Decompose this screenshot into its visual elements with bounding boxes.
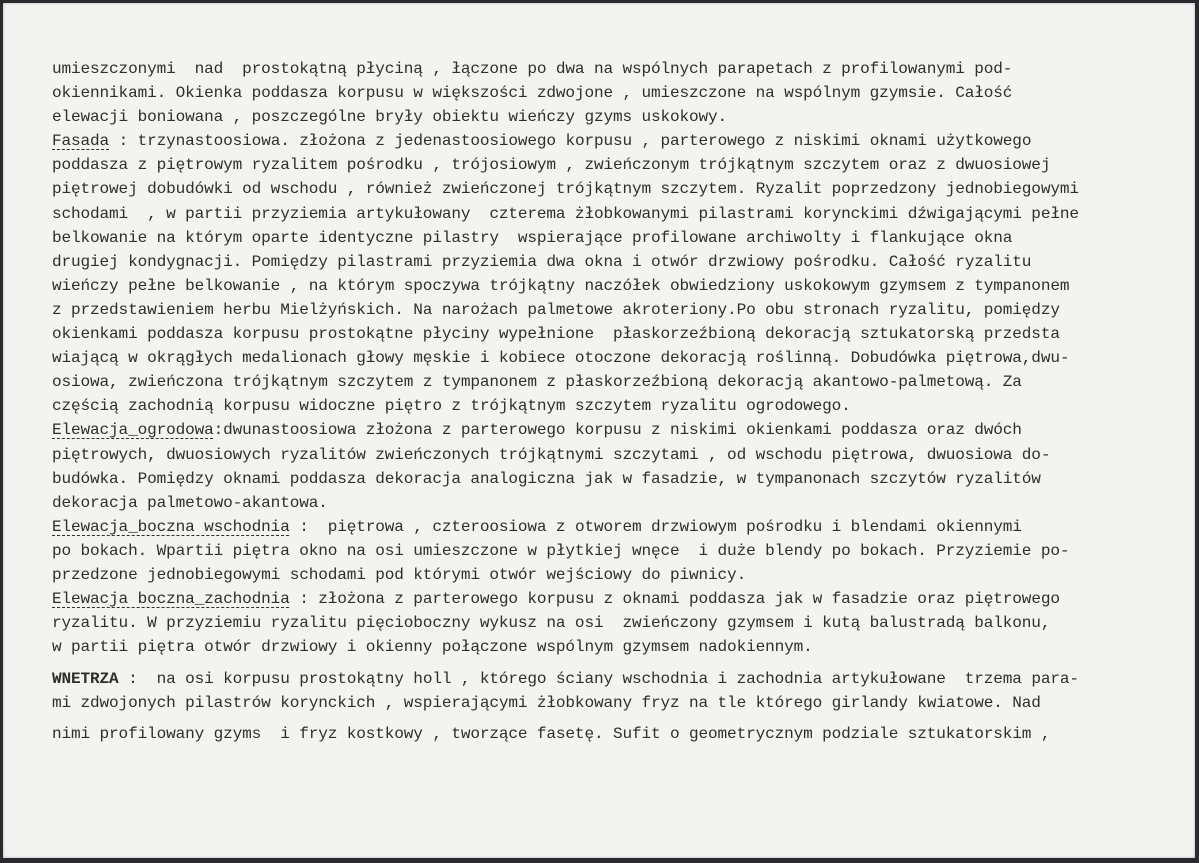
text-line: piętrowej dobudówki od wschodu , również zwieńczonej trójkątnym szczytem. Ryzalit poprzedzony jednobiegowymi (52, 180, 1079, 199)
text-line: elewacji boniowana , poszczególne bryły obiektu wieńczy gzyms uskokowy. (52, 108, 728, 127)
text-run: :dwunastoosiowa złożona z parterowego korpusu z niskimi okienkami poddasza oraz dwóch (213, 421, 1022, 440)
text-line: piętrowych, dwuosiowych ryzalitów zwieńczonych trójkątnymi szczytami , od wschodu piętrowa, dwuosiowa do- (52, 445, 1051, 464)
section-wnetrza-first-line (52, 667, 1182, 691)
text-line: poddasza z piętrowym ryzalitem pośrodku , trójosiowym , zwieńczonym trójkątnym szczytem oraz z dwuosiowej (52, 156, 1051, 175)
text-line: z przedstawieniem herbu Mielżyńskich. Na narożach palmetowe akroteriony.Po obu stronach ryzalitu, pomiędzy (52, 300, 1060, 319)
paragraph-gap (52, 659, 1182, 667)
text-line: przedzone jednobiegowymi schodami pod którymi otwór wejściowy do piwnicy. (52, 565, 747, 584)
text-line: budówka. Pomiędzy oknami poddasza dekoracja analogiczna jak w fasadzie, w tympanonach szczytów ryzalitów (52, 469, 1041, 488)
section-heading-fasada: Fasada (52, 132, 110, 151)
text-run: : na osi korpusu prostokątny holl , którego ściany wschodnia i zachodnia artykułowane trzema para- (118, 670, 1079, 689)
text-line: nimi profilowany gzyms i fryz kostkowy , tworzące fasetę. Sufit o geometrycznym podziale sztukatorskim , (52, 724, 1051, 743)
text-line: dekoracja palmetowo-akantowa. (52, 493, 328, 512)
text-line: częścią zachodnią korpusu widoczne piętro z trójkątnym szczytem ryzalitu ogrodowego. (52, 397, 851, 416)
text-line: wieńczy pełne belkowanie , na którym spoczywa trójkątny naczółek obwiedziony uskokowym gzymsem z tympanonem (52, 276, 1070, 295)
section-heading-wnetrza: WNETRZA (52, 670, 119, 689)
text-line: drugiej kondygnacji. Pomiędzy pilastrami przyziemia dwa okna i otwór drzwiowy pośrodku. Całość ryzalitu (52, 252, 1032, 271)
scanned-page (3, 3, 1195, 858)
text-line: po bokach. Wpartii piętra okno na osi umieszczone w płytkiej wnęce i duże blendy po bokach. Przyziemie po- (52, 541, 1070, 560)
text-run: : piętrowa , czteroosiowa z otworem drzwiowym pośrodku i blendami okiennymi (289, 517, 1022, 536)
section-heading-elewacja-boczna-zachodnia: Elewacja boczna_zachodnia (52, 590, 290, 609)
section-heading-elewacja-ogrodowa: Elewacja_ogrodowa (52, 421, 214, 440)
text-line: belkowanie na którym oparte identyczne pilastry wspierające profilowane archiwolty i flankujące okna (52, 228, 1013, 247)
text-line: schodami , w partii przyziemia artykułowany czterema żłobkowanymi pilastrami korynckimi dźwigającymi pełne (52, 204, 1079, 223)
text-line: mi zdwojonych pilastrów korynckich , wspierającymi żłobkowany fryz na tle którego girlandy kwiatowe. Nad (52, 694, 1041, 713)
text-run: : złożona z parterowego korpusu z oknami poddasza jak w fasadzie oraz piętrowego (289, 590, 1060, 609)
text-line: wiającą w okrągłych medalionach głowy męskie i kobiece otoczone dekoracją roślinną. Dobudówka piętrowa,dwu- (52, 349, 1070, 368)
section-fasada-first-line (52, 129, 1182, 153)
text-line: okiennikami. Okienka poddasza korpusu w większości zdwojone , umieszczone na wspólnym gzymsie. Całość (52, 84, 1013, 103)
text-line: umieszczonymi nad prostokątną płyciną , łączone po dwa na wspólnych parapetach z profilowanymi pod- (52, 60, 1013, 78)
text-line: osiowa, zwieńczona trójkątnym szczytem z tympanonem z płaskorzeźbioną dekoracją akantowo-palmetową. Za (52, 373, 1022, 392)
section-ogrodowa-first-line (52, 418, 1182, 442)
section-zachodnia-first-line (52, 587, 1182, 611)
text-line: w partii piętra otwór drzwiowy i okienny połączone wspólnym gzymsem nadokiennym. (52, 638, 813, 657)
typewritten-text-body (52, 57, 1182, 746)
section-wschodnia-first-line (52, 515, 1182, 539)
text-line: ryzalitu. W przyziemiu ryzalitu pięcioboczny wykusz na osi zwieńczony gzymsem i kutą balustradą balkonu, (52, 614, 1051, 633)
section-heading-elewacja-boczna-wschodnia: Elewacja_boczna wschodnia (52, 517, 290, 536)
text-run: : trzynastoosiowa. złożona z jedenastoosiowego korpusu , parterowego z niskimi oknami użytkowego (109, 132, 1032, 151)
text-line: okienkami poddasza korpusu prostokątne płyciny wypełnione płaskorzeźbioną dekoracją sztukatorską przedsta (52, 325, 1060, 344)
